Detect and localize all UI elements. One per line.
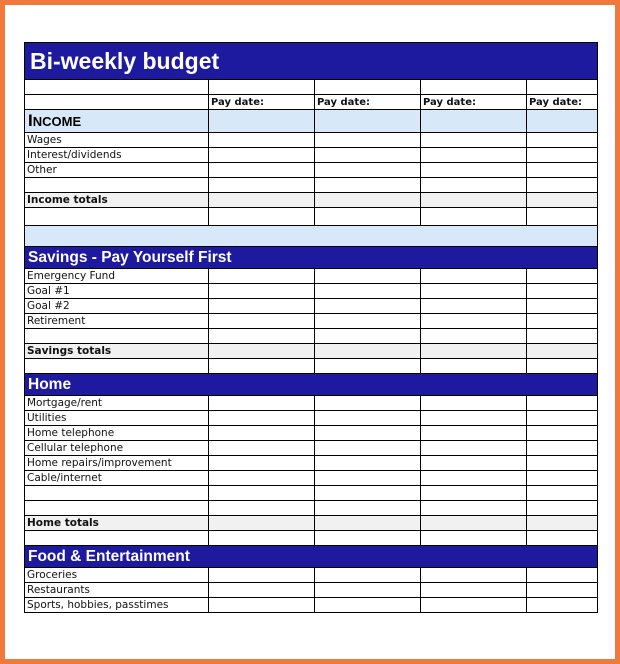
amount-cell[interactable] <box>421 568 527 583</box>
amount-cell[interactable] <box>421 163 527 178</box>
row-label: Home telephone <box>25 426 209 441</box>
savings-heading: Savings - Pay Yourself First <box>25 247 598 269</box>
row-label: Interest/dividends <box>25 148 209 163</box>
title-row <box>25 43 598 80</box>
amount-cell[interactable] <box>315 411 421 426</box>
amount-cell[interactable] <box>527 411 598 426</box>
total-cell[interactable] <box>527 516 598 531</box>
amount-cell[interactable] <box>421 299 527 314</box>
amount-cell[interactable] <box>209 299 315 314</box>
income-heading-row <box>25 110 598 133</box>
row-label: Cable/internet <box>25 471 209 486</box>
pay-date-label: Pay date: <box>527 95 598 110</box>
table-row <box>25 441 598 456</box>
pay-date-label: Pay date: <box>315 95 421 110</box>
amount-cell[interactable] <box>527 426 598 441</box>
home-totals-row <box>25 516 598 531</box>
income-heading: INCOME <box>25 110 209 133</box>
row-label: Emergency Fund <box>25 269 209 284</box>
amount-cell[interactable] <box>315 426 421 441</box>
amount-cell[interactable] <box>315 163 421 178</box>
total-cell[interactable] <box>421 193 527 208</box>
total-cell[interactable] <box>421 344 527 359</box>
amount-cell[interactable] <box>209 598 315 613</box>
amount-cell[interactable] <box>421 426 527 441</box>
amount-cell[interactable] <box>527 314 598 329</box>
row-label: Groceries <box>25 568 209 583</box>
amount-cell[interactable] <box>315 583 421 598</box>
row-label: Mortgage/rent <box>25 396 209 411</box>
blank-row <box>25 178 598 193</box>
amount-cell[interactable] <box>315 314 421 329</box>
table-row <box>25 568 598 583</box>
food-heading: Food & Entertainment <box>25 546 598 568</box>
table-row <box>25 456 598 471</box>
blank-row <box>25 531 598 546</box>
total-cell[interactable] <box>527 344 598 359</box>
blank-row <box>25 501 598 516</box>
amount-cell[interactable] <box>315 299 421 314</box>
income-totals-label: Income totals <box>25 193 209 208</box>
amount-cell[interactable] <box>421 471 527 486</box>
sheet-title: Bi-weekly budget <box>25 43 598 80</box>
pay-date-label: Pay date: <box>209 95 315 110</box>
total-cell[interactable] <box>209 193 315 208</box>
amount-cell[interactable] <box>209 396 315 411</box>
amount-cell[interactable] <box>527 583 598 598</box>
amount-cell[interactable] <box>315 269 421 284</box>
amount-cell[interactable] <box>527 441 598 456</box>
amount-cell[interactable] <box>527 269 598 284</box>
table-row <box>25 426 598 441</box>
row-label: Restaurants <box>25 583 209 598</box>
table-row <box>25 583 598 598</box>
amount-cell[interactable] <box>315 568 421 583</box>
table-row <box>25 284 598 299</box>
amount-cell[interactable] <box>421 269 527 284</box>
savings-totals-row <box>25 344 598 359</box>
table-row <box>25 598 598 613</box>
table-row <box>25 314 598 329</box>
row-label: Home repairs/improvement <box>25 456 209 471</box>
amount-cell[interactable] <box>315 471 421 486</box>
blank-row <box>25 329 598 344</box>
total-cell[interactable] <box>209 344 315 359</box>
total-cell[interactable] <box>315 193 421 208</box>
spacer-row <box>25 226 598 247</box>
amount-cell[interactable] <box>421 314 527 329</box>
amount-cell[interactable] <box>315 396 421 411</box>
amount-cell[interactable] <box>209 284 315 299</box>
table-row <box>25 299 598 314</box>
amount-cell[interactable] <box>209 471 315 486</box>
budget-sheet <box>24 42 598 613</box>
amount-cell[interactable] <box>527 456 598 471</box>
blank-row <box>25 359 598 374</box>
amount-cell[interactable] <box>209 148 315 163</box>
table-row <box>25 471 598 486</box>
table-row <box>25 411 598 426</box>
table-row <box>25 269 598 284</box>
pay-date-label: Pay date: <box>421 95 527 110</box>
table-row <box>25 133 598 148</box>
amount-cell[interactable] <box>421 441 527 456</box>
amount-cell[interactable] <box>209 583 315 598</box>
amount-cell[interactable] <box>421 396 527 411</box>
home-totals-label: Home totals <box>25 516 209 531</box>
amount-cell[interactable] <box>421 583 527 598</box>
amount-cell[interactable] <box>209 133 315 148</box>
amount-cell[interactable] <box>527 133 598 148</box>
amount-cell[interactable] <box>527 299 598 314</box>
row-label: Goal #2 <box>25 299 209 314</box>
amount-cell[interactable] <box>209 426 315 441</box>
row-label: Other <box>25 163 209 178</box>
amount-cell[interactable] <box>315 441 421 456</box>
blank-row <box>25 208 598 226</box>
amount-cell[interactable] <box>421 133 527 148</box>
amount-cell[interactable] <box>421 598 527 613</box>
amount-cell[interactable] <box>315 148 421 163</box>
row-label: Retirement <box>25 314 209 329</box>
blank-row <box>25 80 598 95</box>
amount-cell[interactable] <box>527 396 598 411</box>
table-row <box>25 396 598 411</box>
home-heading: Home <box>25 374 598 396</box>
blank-row <box>25 486 598 501</box>
amount-cell[interactable] <box>209 314 315 329</box>
amount-cell[interactable] <box>527 568 598 583</box>
total-cell[interactable] <box>315 344 421 359</box>
amount-cell[interactable] <box>527 284 598 299</box>
amount-cell[interactable] <box>315 133 421 148</box>
savings-heading-row <box>25 247 598 269</box>
total-cell[interactable] <box>209 516 315 531</box>
amount-cell[interactable] <box>527 163 598 178</box>
table-row <box>25 163 598 178</box>
amount-cell[interactable] <box>209 441 315 456</box>
amount-cell[interactable] <box>209 269 315 284</box>
row-label: Goal #1 <box>25 284 209 299</box>
amount-cell[interactable] <box>315 456 421 471</box>
row-label: Wages <box>25 133 209 148</box>
amount-cell[interactable] <box>209 456 315 471</box>
amount-cell[interactable] <box>527 598 598 613</box>
home-heading-row <box>25 374 598 396</box>
amount-cell[interactable] <box>421 284 527 299</box>
amount-cell[interactable] <box>527 471 598 486</box>
row-label: Utilities <box>25 411 209 426</box>
table-row <box>25 148 598 163</box>
amount-cell[interactable] <box>209 411 315 426</box>
pay-date-header-row <box>25 95 598 110</box>
row-label: Cellular telephone <box>25 441 209 456</box>
amount-cell[interactable] <box>421 456 527 471</box>
amount-cell[interactable] <box>315 284 421 299</box>
savings-totals-label: Savings totals <box>25 344 209 359</box>
total-cell[interactable] <box>315 516 421 531</box>
total-cell[interactable] <box>421 516 527 531</box>
amount-cell[interactable] <box>421 148 527 163</box>
amount-cell[interactable] <box>209 568 315 583</box>
amount-cell[interactable] <box>421 411 527 426</box>
amount-cell[interactable] <box>209 163 315 178</box>
amount-cell[interactable] <box>315 598 421 613</box>
amount-cell[interactable] <box>527 148 598 163</box>
row-label: Sports, hobbies, passtimes <box>25 598 209 613</box>
total-cell[interactable] <box>527 193 598 208</box>
income-totals-row <box>25 193 598 208</box>
food-heading-row <box>25 546 598 568</box>
